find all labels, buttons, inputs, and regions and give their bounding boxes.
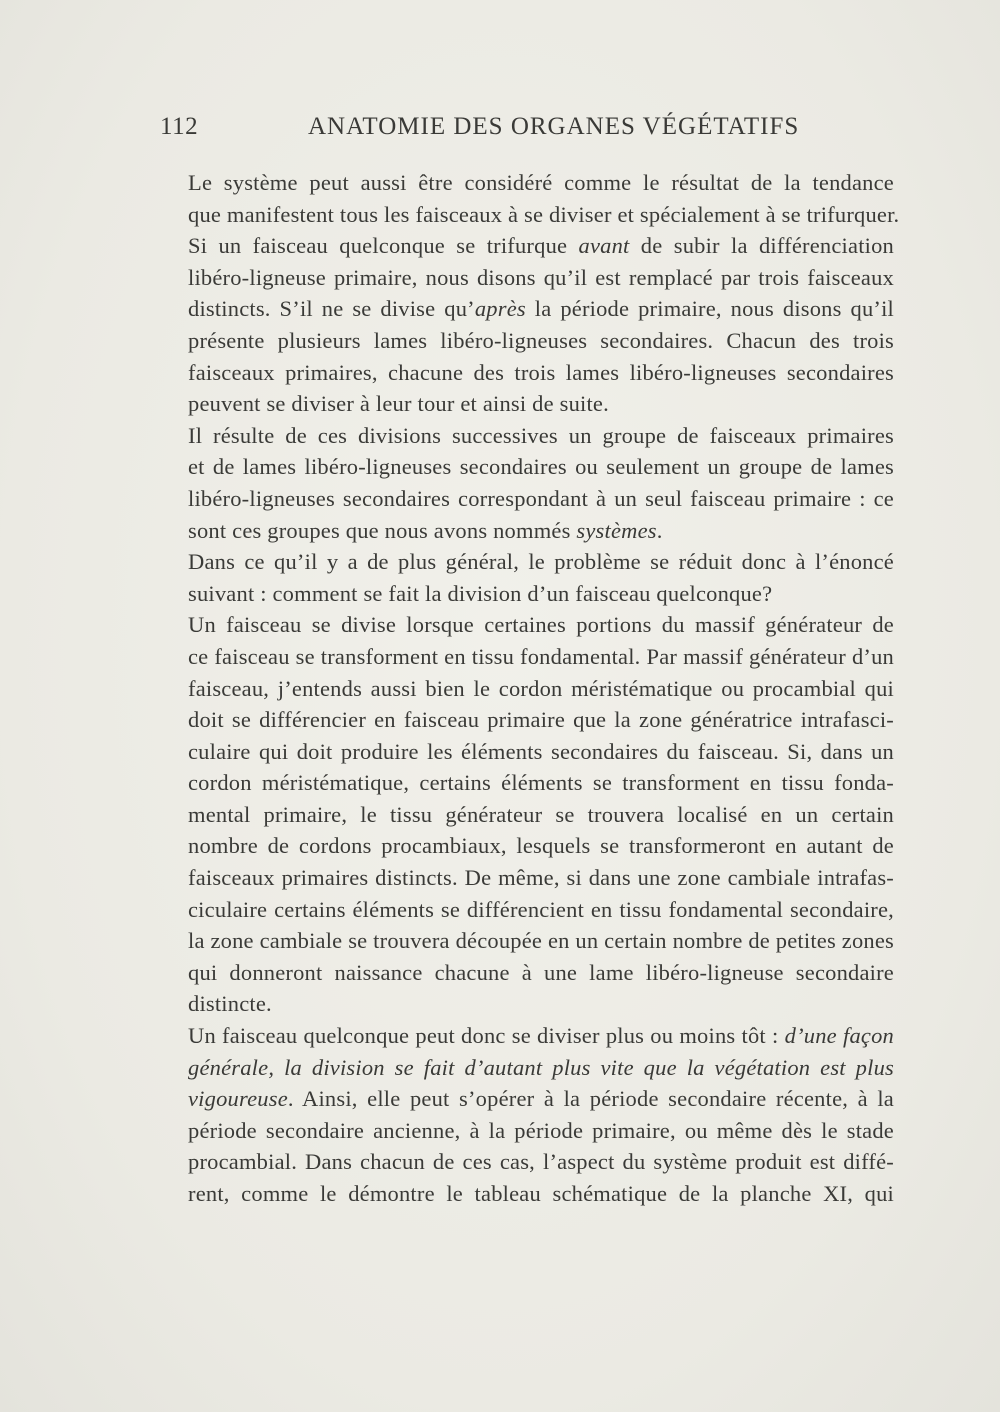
text-line (162, 862, 894, 894)
text-run: présente plusieurs lames libéro-ligneuses secondaires. Chacun des trois (188, 327, 894, 353)
text-run: faisceau, j’entends aussi bien le cordon méristématique ou procambial qui (188, 675, 894, 701)
text-run: libéro-ligneuses secondaires correspondant à un seul faisceau primaire : ce (188, 485, 894, 511)
text-run: nombre de cordons procambiaux, lesquels se transformeront en autant de (188, 833, 894, 859)
text-line (162, 1083, 894, 1115)
text-line (162, 325, 894, 357)
paragraph (162, 609, 894, 1020)
text-run: faisceaux primaires, chacune des trois lames libéro-ligneuses secondaires (188, 359, 894, 385)
text-line (162, 957, 894, 989)
text-run: Dans ce qu’il y a de plus général, le problème se réduit donc à l’énoncé (188, 549, 894, 575)
italic-run: générale, la division se fait d’autant plus vite que la végétation est plus (188, 1054, 894, 1080)
italic-run: après (474, 296, 526, 322)
text-run: mental primaire, le tissu générateur se trouvera localisé en un certain (188, 801, 894, 827)
text-run: libéro-ligneuse primaire, nous disons qu’il est remplacé par trois faisceaux (188, 264, 894, 290)
text-line (162, 925, 894, 957)
body-text (162, 167, 900, 1210)
text-line (162, 293, 894, 325)
text-run: culaire qui doit produire les éléments secondaires du faisceau. Si, dans un (188, 738, 894, 764)
text-line (162, 704, 894, 736)
page-number: 112 (160, 113, 199, 140)
text-run: ce faisceau se transforment en tissu fondamental. Par massif générateur d’un (188, 643, 894, 669)
text-line (162, 483, 894, 515)
text-line (162, 262, 894, 294)
text-run: Il résulte de ces divisions successives un groupe de faisceaux primaires (188, 422, 894, 448)
text-run: peuvent se diviser à leur tour et ainsi de suite. (188, 391, 609, 417)
paragraph (162, 1020, 894, 1210)
italic-run: avant (578, 233, 630, 259)
text-line (162, 546, 894, 578)
text-run: distincts. S’il ne se divise qu’ (188, 296, 475, 322)
paragraph (162, 167, 900, 420)
text-line (162, 230, 894, 262)
text-line (162, 609, 894, 641)
text-run: et de lames libéro-ligneuses secondaires ou seulement un groupe de lames (188, 454, 894, 480)
text-line (162, 515, 894, 547)
text-line (162, 673, 894, 705)
text-run: que manifestent tous les faisceaux à se diviser et spécialement à se trifurquer. (188, 201, 900, 227)
text-line (162, 451, 894, 483)
text-run: distincte. (188, 991, 272, 1017)
text-line (162, 830, 894, 862)
text-run: qui donneront naissance chacune à une lame libéro-ligneuse secondaire (188, 959, 894, 985)
italic-run: systèmes (576, 517, 657, 543)
text-run: période secondaire ancienne, à la période primaire, ou même dès le stade (188, 1117, 894, 1143)
text-run: rent, comme le démontre le tableau schématique de la planche XI, qui (188, 1181, 894, 1206)
text-line (162, 894, 894, 926)
text-line (162, 988, 894, 1020)
text-run: cordon méristématique, certains éléments se transforment en tissu fonda- (188, 770, 894, 796)
text-run: . (656, 517, 663, 543)
text-line (162, 736, 894, 768)
text-line (162, 1115, 894, 1147)
running-head (160, 113, 892, 149)
running-title: ANATOMIE DES ORGANES VÉGÉTATIFS (308, 113, 800, 140)
text-line (162, 578, 894, 610)
text-run: Le système peut aussi être considéré comme le résultat de la tendance (188, 170, 894, 195)
text-line (162, 1052, 894, 1084)
text-run: la zone cambiale se trouvera découpée en un certain nombre de petites zones (188, 928, 894, 954)
text-line (162, 420, 894, 452)
text-line (162, 388, 894, 420)
text-run: faisceaux primaires distincts. De même, si dans une zone cambiale intrafas- (188, 865, 894, 891)
text-line (162, 1178, 894, 1210)
text-run: sont ces groupes que nous avons nommés (188, 517, 577, 543)
text-run: . Ainsi, elle peut s’opérer à la période secondaire récente, à la (287, 1086, 894, 1112)
text-line (162, 1146, 894, 1178)
text-line (162, 767, 894, 799)
text-run: Un faisceau quelconque peut donc se diviser plus ou moins tôt : (188, 1023, 785, 1049)
text-line (162, 167, 894, 199)
text-line (162, 357, 894, 389)
italic-run: d’une façon (784, 1023, 894, 1049)
text-run: procambial. Dans chacun de ces cas, l’aspect du système produit est diffé- (188, 1149, 894, 1175)
text-line (162, 1020, 894, 1052)
text-run: ciculaire certains éléments se différencient en tissu fondamental secondaire, (188, 896, 894, 922)
text-run: Un faisceau se divise lorsque certaines portions du massif générateur de (188, 612, 894, 638)
text-line (162, 799, 894, 831)
text-run: doit se différencier en faisceau primaire que la zone génératrice intrafasci- (188, 707, 894, 733)
italic-run: vigoureuse (188, 1086, 288, 1112)
text-line (162, 641, 894, 673)
text-run: suivant : comment se fait la division d’un faisceau quelconque? (188, 580, 773, 606)
text-run: de subir la différenciation (629, 233, 894, 259)
paragraph (162, 420, 894, 546)
text-run: la période primaire, nous disons qu’il (525, 296, 894, 322)
paragraph (162, 546, 894, 609)
text-run: Si un faisceau quelconque se trifurque (188, 233, 579, 259)
text-line (162, 199, 900, 231)
